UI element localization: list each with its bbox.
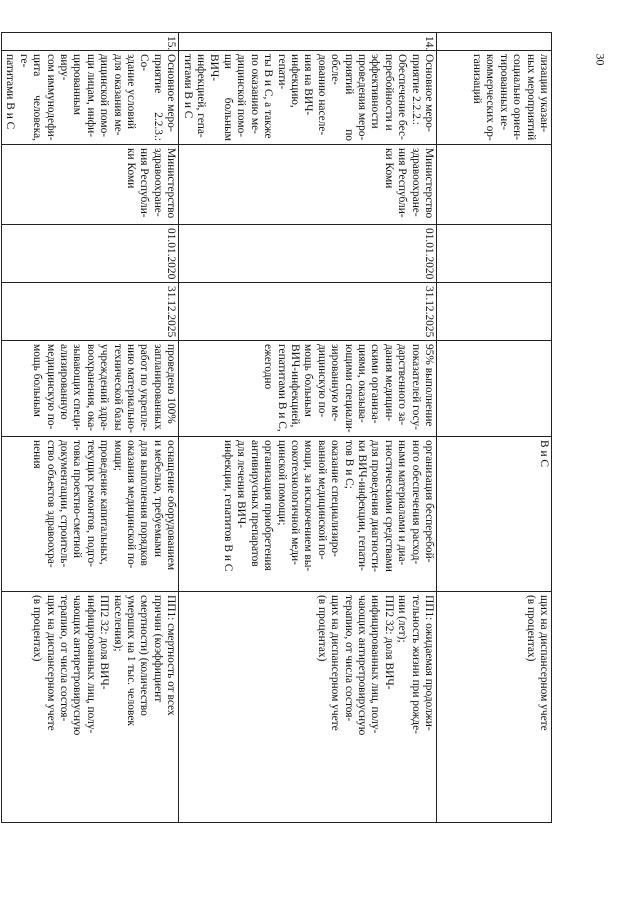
indicators: щих на диспансерном учете (в процентах) bbox=[437, 592, 552, 823]
end-date: 31.12.2025 bbox=[2, 283, 179, 341]
executor bbox=[437, 145, 552, 225]
row-number bbox=[437, 33, 552, 51]
start-date: 01.01.2020 bbox=[179, 225, 437, 283]
expected-result bbox=[437, 341, 552, 437]
expected-result: 95% выполнение показателей госу- дарственного за- дания медицин- скими организа- циями, оказыва- ющими специали- зированную ме- дицинскую по- мощь больным ВИЧ-инфекцией, гепатитами В и С, ежегодно bbox=[179, 341, 437, 437]
implementation-areas: оснащение оборудованием и мебелью, требуемыми для выполнения порядков оказания медицинской по- мощи; проведение капитальных, текущих ремонтов, подго- товка проектно-сметной документации, строитель- ство объектов здравоохра- нения bbox=[2, 437, 179, 592]
measure-name: лизации указан- ных мероприятий социально ориен- тированных не- коммерческих ор- ганизаций bbox=[437, 51, 552, 145]
measure-name: Основное меро- приятие 2.2.3.: Со- здание условий для оказания ме- дицинской помо- щи лицам, инфи- цированным виру- сом иммунодефи- цита человека, ге- патитами В и С bbox=[2, 51, 179, 145]
table-row bbox=[179, 33, 437, 823]
start-date bbox=[437, 225, 552, 283]
indicators: ПП1: смертность от всех причин (коэффициент смертности) (количество умерших на 1 тыс. человек населения); ПП2 32: доля ВИЧ- инфицированных лиц, полу- чающих антиретровирусную терапию, от числа состоя- щих на диспансерном учете (в процентах) bbox=[2, 592, 179, 823]
measure-name: Основное меро- приятие 2.2.2.: Обеспечение бес- перебойности и эффективности проведения меро- приятий по обсле- дованию населе- ния на ВИЧ- инфекцию, гепати- ты В и С, а также по оказанию ме- дицинской помо- щи больным ВИЧ- инфекцией, гепа- титами В и С bbox=[179, 51, 437, 145]
indicators: ПП1: ожидаемая продолжи- тельность жизни при рожде- нии (лет); ПП2 32: доля ВИЧ- инфицированных лиц, полу- чающих антиретровирусную терапию, от числа состоя- щих на диспансерном учете (в процентах) bbox=[179, 592, 437, 823]
landscape-table-sheet bbox=[4, 32, 552, 822]
end-date bbox=[437, 283, 552, 341]
row-number: 15. bbox=[2, 33, 179, 51]
row-number: 14. bbox=[179, 33, 437, 51]
rotated-page-area bbox=[4, 32, 552, 822]
executor: Министерство здравоохране- ния Республи- ки Коми bbox=[179, 145, 437, 225]
implementation-areas: организация бесперебой- ного обеспечения расход- ными материалами и диа- гностическими средствами для проведения диагности- ки ВИЧ-инфекции, гепати- тов В и С; оказание специализиро- ванной медицинской по- мощи, за исключением вы- сокотехнологичной меди- цинской помощи; организация приобретения антивирусных препаратов для лечения ВИЧ- инфекции, гепатитов В и С bbox=[179, 437, 437, 592]
executor: Министерство здравоохране- ния Республи- ки Коми bbox=[2, 145, 179, 225]
implementation-areas: В и С bbox=[437, 437, 552, 592]
table-row bbox=[437, 33, 552, 823]
page-number: 30 bbox=[593, 53, 608, 66]
expected-result: проведено 100% запланированных работ по укрепле- нию материально- технической базы учреждений здра- воохранения, ока- зывающих специ- ализированную медицинскую по- мощь больным bbox=[2, 341, 179, 437]
end-date: 31.12.2025 bbox=[179, 283, 437, 341]
measures-table bbox=[1, 32, 552, 823]
start-date: 01.01.2020 bbox=[2, 225, 179, 283]
table-row bbox=[2, 33, 179, 823]
